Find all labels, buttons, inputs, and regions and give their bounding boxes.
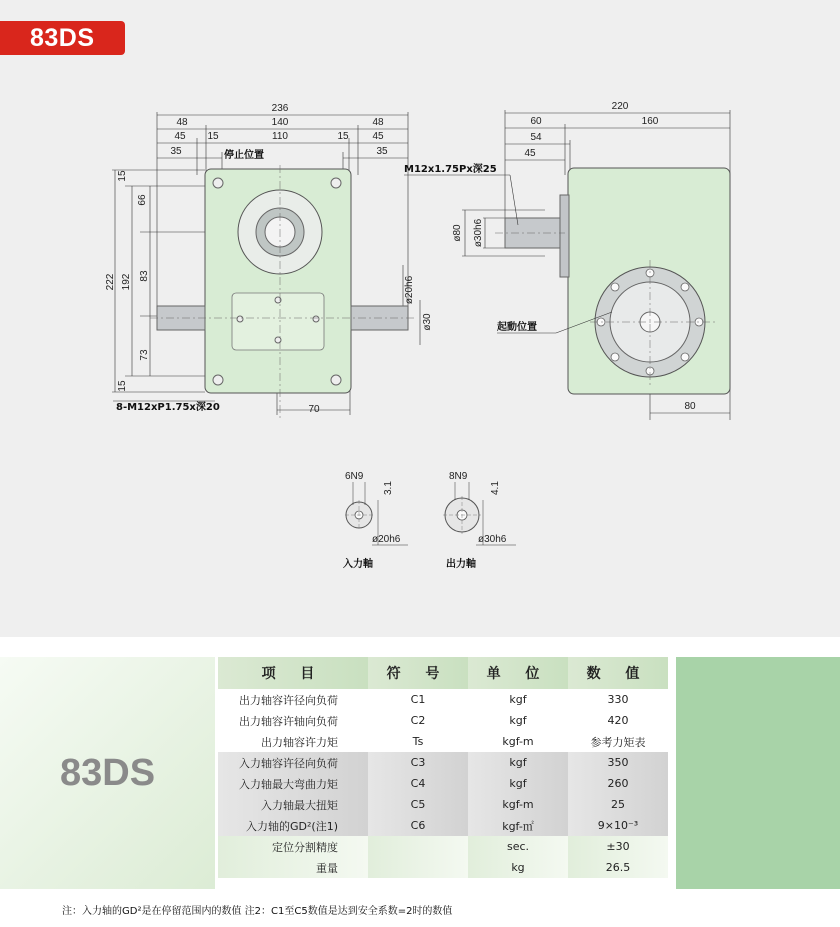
dim-text: 140 — [271, 117, 289, 128]
dim-text: 48 — [372, 117, 384, 128]
table-row: 出力轴容许轴向负荷 C2 kgf 420 — [218, 710, 668, 731]
output-shaft-caption: 出力軸 — [446, 559, 476, 570]
dim-text: 45 — [174, 131, 186, 142]
dim-text: 192 — [121, 273, 132, 291]
table-row: 入力轴的GD²(注1) C6 kgf-㎡ 9×10⁻³ — [218, 815, 668, 836]
header-unit: 单 位 — [468, 657, 568, 689]
header-item: 项 目 — [218, 657, 368, 689]
dim-text: 48 — [176, 117, 188, 128]
label-bolt-holes: 8-M12xP1.75x深20 — [116, 402, 220, 413]
table-row: 重量 kg 26.5 — [218, 857, 668, 878]
input-shaft-caption: 入力軸 — [343, 559, 373, 570]
dim-text: 15 — [117, 170, 128, 182]
dim-text: 80 — [684, 401, 696, 412]
label-stop-position: 停止位置 — [224, 150, 264, 161]
output-shaft-dia: ø30h6 — [478, 534, 507, 545]
dim-text: 83 — [139, 270, 150, 282]
spec-table — [218, 657, 668, 878]
dim-text: ø30 — [422, 313, 433, 331]
input-key-dim: 6N9 — [345, 471, 364, 482]
input-shaft-dia: ø20h6 — [372, 534, 401, 545]
dim-text: ø20h6 — [404, 275, 415, 305]
table-row: 定位分割精度 sec. ±30 — [218, 836, 668, 857]
table-header — [218, 657, 668, 689]
header-value: 数 值 — [568, 657, 668, 689]
model-title: 83DS — [30, 24, 95, 52]
output-key-depth: 4.1 — [490, 481, 501, 495]
footnote: 注：入力轴的GD²是在停留范围内的数值 注2：C1至C5数值是达到安全系数=2时的数值 — [62, 906, 453, 917]
input-key-depth: 3.1 — [383, 481, 394, 495]
table-row: 出力轴容许径向负荷 C1 kgf 330 — [218, 689, 668, 710]
label-start-position: 起動位置 — [497, 322, 537, 333]
dim-text: 45 — [524, 148, 536, 159]
table-row: 入力轴容许径向负荷 C3 kgf 350 — [218, 752, 668, 773]
dim-text: 15 — [337, 131, 349, 142]
dim-text: 35 — [170, 146, 182, 157]
dim-text: ø30h6 — [473, 218, 484, 248]
table-row: 出力轴容许力矩 Ts kgf-m 参考力矩表 — [218, 731, 668, 752]
header-symbol: 符 号 — [368, 657, 468, 689]
accent-panel — [676, 657, 840, 889]
model-panel — [0, 657, 215, 889]
dim-text: 15 — [207, 131, 219, 142]
output-key-dim: 8N9 — [449, 471, 468, 482]
dim-text: 220 — [611, 101, 629, 112]
dim-text: 60 — [530, 116, 542, 127]
dim-text: 110 — [272, 131, 288, 142]
table-row: 入力轴最大弯曲力矩 C4 kgf 260 — [218, 773, 668, 794]
dim-text: 54 — [530, 132, 542, 143]
spec-area — [0, 637, 840, 897]
side-flange — [560, 195, 569, 277]
dim-text: ø80 — [452, 224, 463, 242]
model-name: 83DS — [60, 752, 156, 794]
dim-text: 222 — [105, 273, 116, 291]
dim-text: 15 — [117, 380, 128, 392]
dim-text: 236 — [271, 103, 289, 114]
table-row: 入力轴最大扭矩 C5 kgf-m 25 — [218, 794, 668, 815]
dim-text: 66 — [137, 194, 148, 206]
dim-text: 35 — [376, 146, 388, 157]
dim-text: 70 — [308, 404, 320, 415]
dim-text: 73 — [139, 349, 150, 361]
label-tap: M12x1.75Px深25 — [404, 164, 497, 175]
dim-text: 45 — [372, 131, 384, 142]
dim-text: 160 — [641, 116, 659, 127]
input-shaft-left — [157, 306, 205, 330]
